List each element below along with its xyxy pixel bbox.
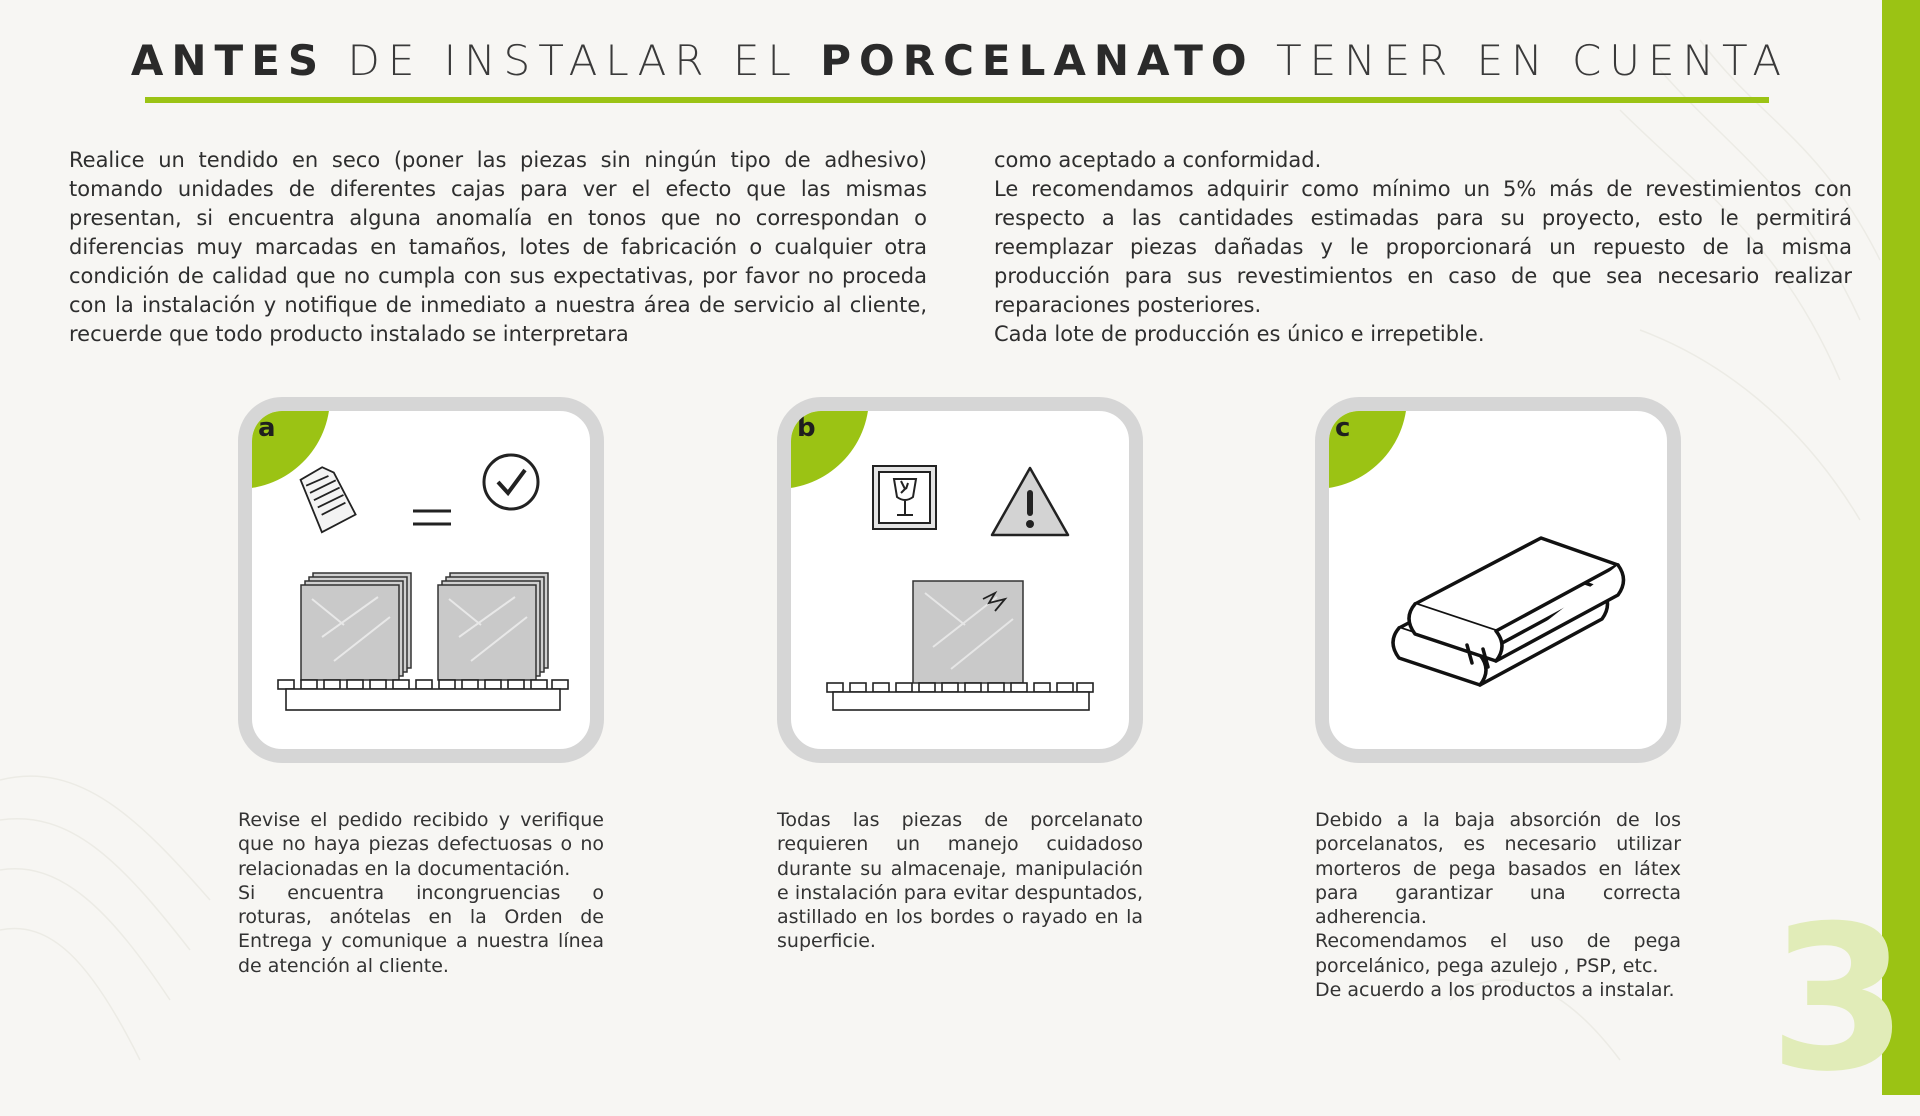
intro-right-column xyxy=(994,146,1852,349)
card-c-caption-2: Recomendamos el uso de pega porcelánico, pega azulejo , PSP, etc. xyxy=(1315,930,1681,977)
title-bold-antes: ANTES xyxy=(130,36,327,85)
card-a-caption-2: Si encuentra incongruencias o roturas, anótelas en la Orden de Entrega y comunique a nuestra línea de atención al cliente. xyxy=(238,881,604,977)
card-c-caption xyxy=(1315,808,1681,1002)
title-light-de-instalar: DE INSTALAR EL xyxy=(347,36,799,85)
pallet-icon xyxy=(278,680,568,710)
warning-triangle-icon xyxy=(992,468,1068,535)
title-underline xyxy=(145,97,1769,103)
equals-icon xyxy=(413,511,451,524)
card-a xyxy=(238,397,604,763)
card-c-letter: c xyxy=(1335,413,1351,443)
intro-right-paragraph-2: Le recomendamos adquirir como mínimo un 5% más de revestimientos con respecto a las cantidades estimadas para su proyecto, esto le permitirá reemplazar piezas dañadas y le proporcionará un repuesto de la misma producción para sus revestimientos en caso de que sea necesario realizar reparaciones posteriores. xyxy=(994,177,1852,317)
intro-left-column xyxy=(69,146,927,349)
intro-right-paragraph-3: Cada lote de producción es único e irrepetible. xyxy=(994,322,1485,346)
fragile-glass-icon xyxy=(873,466,936,529)
card-c-caption-1: Debido a la baja absorción de los porcelanatos, es necesario utilizar morteros de pega basados en látex para garantizar una correcta adherencia. xyxy=(1315,809,1681,929)
card-a-letter: a xyxy=(258,413,276,443)
card-c-caption-3: De acuerdo a los productos a instalar. xyxy=(1315,979,1675,1002)
page-title xyxy=(0,36,1920,85)
card-b-letter: b xyxy=(797,413,816,443)
intro-left-paragraph: Realice un tendido en seco (poner las piezas sin ningún tipo de adhesivo) tomando unidades de diferentes cajas para ver el efecto que las mismas presentan, si encuentra alguna anomalía en tonos que no correspondan o diferencias muy marcadas en tamaños, lotes de fabricación o cualquier otra condición de calidad que no cumpla con sus expectativas, por favor no proceda con la instalación y notifique de inmediato a nuestra área de servicio al cliente, recuerde que todo producto instalado se interpretara xyxy=(69,148,927,346)
document-icon xyxy=(299,462,358,534)
card-c xyxy=(1315,397,1681,763)
tile-stack-icon xyxy=(301,573,548,680)
title-bold-porcelanato: PORCELANATO xyxy=(820,36,1255,85)
card-b-caption xyxy=(777,808,1143,954)
title-light-tener: TENER EN CUENTA xyxy=(1275,36,1790,85)
intro-right-paragraph-1: como aceptado a conformidad. xyxy=(994,148,1322,172)
card-b xyxy=(777,397,1143,763)
card-a-caption-1: Revise el pedido recibido y verifique que no haya piezas defectuosas o no relacionadas en la documentación. xyxy=(238,809,604,880)
card-b-caption-1: Todas las piezas de porcelanato requieren un manejo cuidadoso durante su almacenaje, manipulación e instalación para evitar despuntados, astillado en los bordes o rayado en la superficie. xyxy=(777,809,1143,953)
card-a-caption xyxy=(238,808,604,978)
mortar-bags-icon xyxy=(1393,538,1624,685)
pallet-icon xyxy=(827,683,1093,710)
cracked-tile-icon xyxy=(913,581,1023,683)
check-circle-icon xyxy=(484,455,538,509)
page-number: 3 xyxy=(1768,883,1908,1116)
